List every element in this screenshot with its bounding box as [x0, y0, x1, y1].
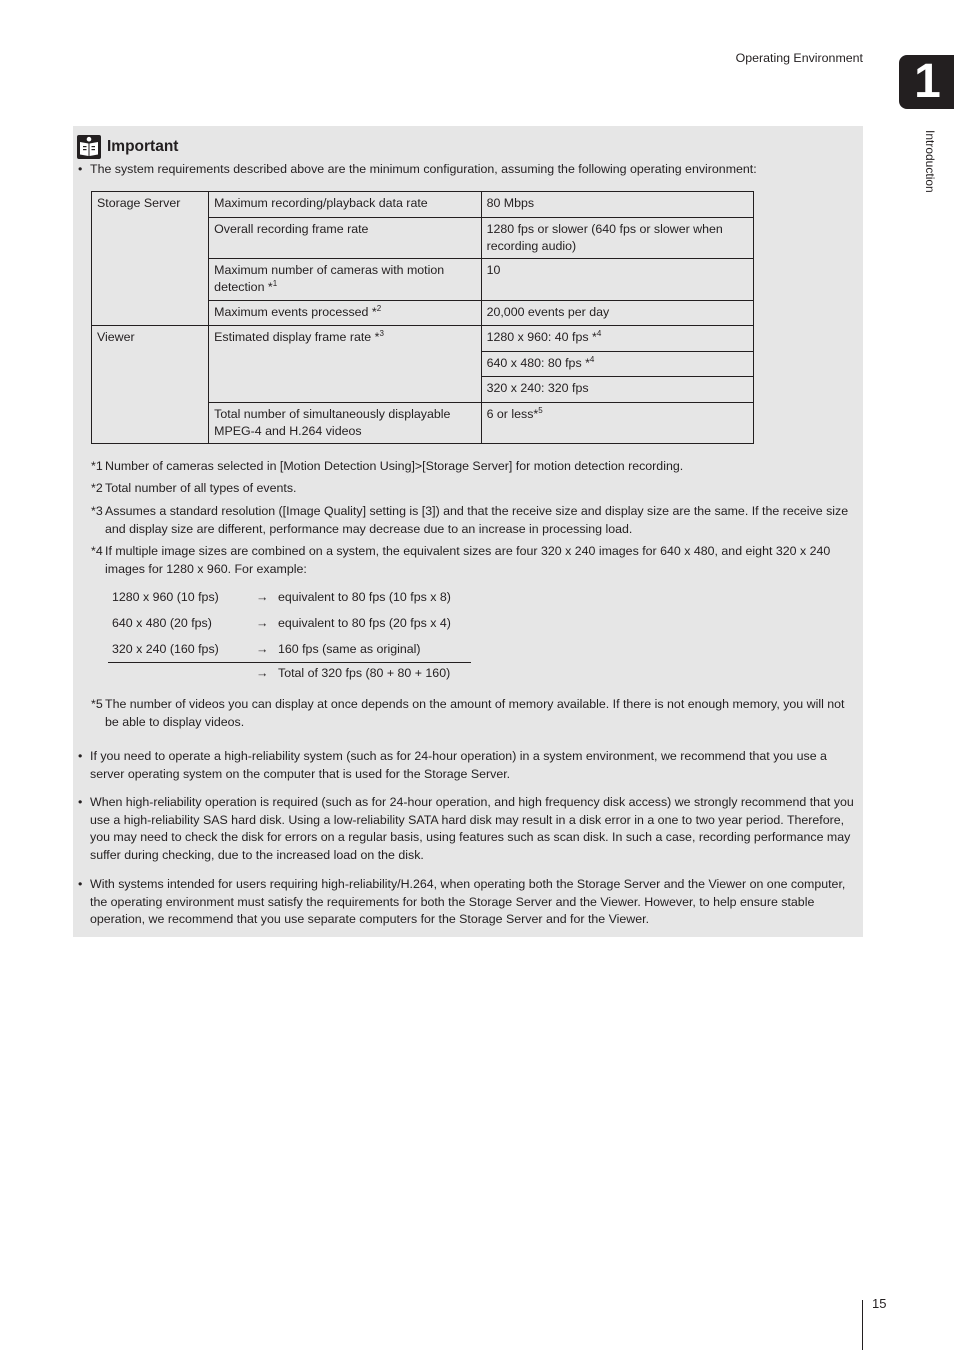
important-title: Important — [107, 138, 179, 155]
chapter-side-label: Introduction — [923, 130, 937, 193]
item-text: Estimated display frame rate * — [214, 330, 380, 344]
calc-total-row — [108, 663, 471, 683]
value-text: 1280 x 960: 40 fps * — [486, 330, 597, 344]
important-book-icon — [77, 135, 101, 159]
footnote-mark: *5 — [91, 697, 103, 711]
footnote-text: Assumes a standard resolution ([Image Quality] setting is [3]) and that the receive size and display size are the same. If the receive size and display size are different, performance may decrease due to an increase in processing load. — [105, 504, 849, 536]
bullet-server-os — [78, 748, 856, 783]
footnote-text: The number of videos you can display at once depends on the amount of memory available. If there is not enough memory, you will not be able to display videos. — [105, 697, 845, 729]
equivalent-size-example — [108, 584, 471, 683]
calc-size: 1280 x 960 (10 fps) — [112, 590, 219, 604]
table-cell-storage-server: Storage Server — [92, 192, 209, 326]
calc-equivalent: equivalent to 80 fps (10 fps x 8) — [278, 590, 451, 604]
calc-equivalent: equivalent to 80 fps (20 fps x 4) — [278, 616, 451, 630]
table-cell-value: 320 x 240: 320 fps — [481, 377, 753, 403]
calc-row — [108, 636, 471, 662]
table-row — [92, 326, 754, 352]
bullet-glyph: • — [78, 877, 83, 891]
bullet-text: If you need to operate a high-reliability system (such as for 24-hour operation) in a system environment, we recommend that you use a server operating system on the computer that is used for the Storage Server. — [90, 749, 827, 781]
bullet-text: When high-reliability operation is required (such as for 24-hour operation, and high frequency disk access) we strongly recommend that you use a high-reliability SAS hard disk. Using a low-reliability SATA hard disk may result in a disk error in a one to two year period. Therefore, you may need to check the disk for errors on a regular basis, using features such as scan disk. In such a case, recording performance may suffer during checking, due to the increased load on the disk. — [90, 795, 854, 862]
footnote-ref: 2 — [376, 303, 382, 313]
table-cell-value — [481, 403, 753, 444]
bullet-intro — [78, 161, 856, 179]
calc-total: Total of 320 fps (80 + 80 + 160) — [278, 666, 451, 680]
table-cell-value — [481, 326, 753, 352]
calc-equivalent: 160 fps (same as original) — [278, 642, 421, 656]
footnote-ref: 3 — [379, 328, 384, 338]
important-heading — [77, 135, 178, 159]
value-text: 6 or less* — [486, 407, 539, 421]
running-header: Operating Environment — [735, 51, 863, 65]
table-cell-value: 80 Mbps — [481, 192, 753, 218]
calc-row — [108, 610, 471, 636]
page-number: 15 — [872, 1296, 887, 1311]
table-cell-item: Overall recording frame rate — [209, 218, 481, 259]
table-cell-value — [481, 352, 753, 377]
item-text: Maximum events processed * — [214, 305, 377, 319]
bullet-text: With systems intended for users requiring high-reliability/H.264, when operating both the Storage Server and the Viewer on one computer, the operating environment must satisfy the requirements for both the Storage Server and the Viewer. However, to help ensure stable operation, we recommend that you use separate computers for the Storage Server and for the Viewer. — [90, 877, 846, 927]
page-number-rule — [862, 1300, 863, 1350]
table-cell-value: 1280 fps or slower (640 fps or slower when recording audio) — [481, 218, 753, 259]
bullet-separate-computers — [78, 876, 856, 929]
footnote-mark: *1 — [91, 459, 103, 473]
footnote — [91, 480, 857, 498]
footnote-mark: *2 — [91, 481, 103, 495]
bullet-glyph: • — [78, 162, 83, 176]
table-cell-value: 10 — [481, 259, 753, 301]
chapter-tab: 1 — [899, 55, 954, 109]
table-cell-viewer: Viewer — [92, 326, 209, 444]
arrow-icon: → — [256, 666, 269, 680]
footnote-ref: 1 — [272, 278, 278, 288]
arrow-icon: → — [256, 616, 269, 630]
important-box — [73, 126, 863, 937]
footnote-text: Total number of all types of events. — [105, 481, 297, 495]
bullet-text: The system requirements described above are the minimum configuration, assuming the following operating environment: — [90, 162, 757, 176]
table-cell-item: Total number of simultaneously displayable MPEG-4 and H.264 videos — [209, 403, 481, 444]
bullet-glyph: • — [78, 749, 83, 763]
bullet-sas-disk — [78, 794, 856, 864]
table-cell-item — [209, 326, 481, 403]
table-cell-item — [209, 259, 481, 301]
table-cell-item — [209, 301, 481, 326]
footnote-ref: 4 — [596, 328, 602, 338]
footnote-text: Number of cameras selected in [Motion Detection Using]>[Storage Server] for motion detection recording. — [105, 459, 684, 473]
bullet-glyph: • — [78, 795, 83, 809]
footnote — [91, 543, 857, 578]
calc-size: 320 x 240 (160 fps) — [112, 642, 219, 656]
calc-row — [108, 584, 471, 610]
calc-size: 640 x 480 (20 fps) — [112, 616, 212, 630]
requirements-table — [91, 191, 754, 444]
footnote — [91, 503, 857, 538]
table-cell-value: 20,000 events per day — [481, 301, 753, 326]
footnote-mark: *3 — [91, 504, 103, 518]
footnote-ref: 4 — [589, 354, 595, 364]
footnote-text: If multiple image sizes are combined on a system, the equivalent sizes are four 320 x 240 images for 640 x 480, and eight 320 x 240 images for 1280 x 960. For example: — [105, 544, 831, 576]
table-row — [92, 192, 754, 218]
arrow-icon: → — [256, 590, 269, 604]
footnote-ref: 5 — [538, 405, 543, 415]
value-text: 640 x 480: 80 fps * — [486, 356, 590, 370]
arrow-icon: → — [256, 642, 269, 656]
table-cell-item: Maximum recording/playback data rate — [209, 192, 481, 218]
footnote — [91, 696, 857, 731]
item-text: Maximum number of cameras with motion detection * — [214, 263, 445, 294]
footnote-mark: *4 — [91, 544, 103, 558]
footnote — [91, 458, 857, 476]
